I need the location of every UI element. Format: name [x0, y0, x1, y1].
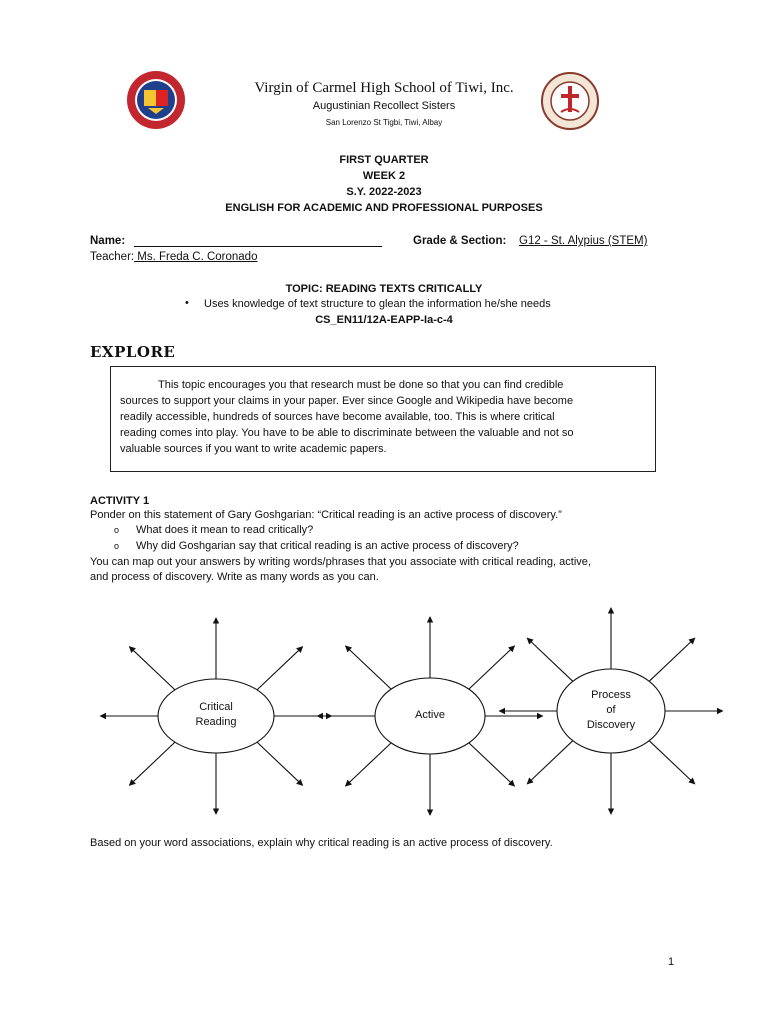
congregation-name: Augustinian Recollect Sisters: [312, 100, 456, 112]
school-name: Virgin of Carmel High School of Tiwi, Inc.: [254, 80, 514, 96]
web-arrow: [129, 742, 175, 785]
explore-line: valuable sources if you want to write academic papers.: [120, 443, 387, 455]
web-label: Discovery: [586, 718, 636, 731]
web-arrow: [345, 743, 391, 786]
competency-bullet: •: [185, 297, 189, 309]
competency-code: CS_EN11/12A-EAPP-Ia-c-4: [315, 314, 453, 326]
question-2: Why did Goshgarian say that critical reading is an active process of discovery?: [136, 540, 519, 552]
name-label: Name:: [90, 235, 126, 247]
instructions-line-2: and process of discovery. Write as many words as you can.: [90, 571, 379, 583]
week-label: WEEK 2: [362, 170, 406, 182]
web-arrow: [469, 743, 515, 786]
web-arrow: [527, 638, 573, 681]
question-1: What does it mean to read critically?: [136, 524, 314, 536]
explore-line: reading comes into play. You have to be able to discriminate between the valuable and not so: [120, 427, 574, 439]
quarter-label: FIRST QUARTER: [339, 154, 429, 166]
web-label: Critical: [199, 701, 233, 713]
web-arrow: [257, 647, 303, 690]
instructions-line-1: You can map out your answers by writing words/phrases that you associate with critical reading, active,: [90, 556, 591, 568]
explore-heading: EXPLORE: [90, 343, 176, 361]
web-label: Reading: [195, 716, 237, 728]
explore-line: readily accessible, hundreds of sources have become available, too. This is where critical: [120, 411, 555, 423]
teacher-value: Ms. Freda C. Coronado: [134, 251, 258, 263]
web-arrow: [649, 638, 695, 681]
web-arrow: [345, 646, 391, 689]
web-arrow: [527, 741, 573, 784]
competency-text: Uses knowledge of text structure to glean the information he/she needs: [204, 298, 551, 310]
school-address: San Lorenzo St Tigbi, Tiwi, Albay: [325, 118, 443, 127]
subject-title: ENGLISH FOR ACADEMIC AND PROFESSIONAL PURPOSES: [225, 202, 543, 214]
web-arrow: [257, 742, 303, 785]
explore-line: sources to support your claims in your paper. Ever since Google and Wikipedia have become: [120, 395, 574, 407]
topic-title: TOPIC: READING TEXTS CRITICALLY: [285, 283, 483, 295]
grade-section-value: G12 - St. Alypius (STEM): [519, 235, 648, 247]
question-bullet: o: [114, 525, 120, 535]
explore-line: This topic encourages you that research must be done so that you can find credible: [158, 379, 564, 391]
question-bullet: o: [114, 541, 120, 551]
page-number: 1: [668, 956, 675, 968]
follow-up-question: Based on your word associations, explain why critical reading is an active process of discovery.: [90, 837, 553, 849]
activity-prompt: Ponder on this statement of Gary Goshgarian: “Critical reading is an active process of discovery.”: [90, 509, 562, 521]
web-label: Active: [415, 708, 445, 721]
web-arrow: [649, 741, 695, 784]
web-arrow: [129, 647, 175, 690]
grade-section-label: Grade & Section:: [413, 235, 507, 247]
web-arrow: [469, 646, 515, 689]
activity-title: ACTIVITY 1: [90, 495, 150, 507]
school-year: S.Y. 2022-2023: [346, 186, 422, 198]
web-label: Process: [591, 688, 631, 701]
web-label: of: [606, 703, 616, 716]
teacher-label: Teacher:: [90, 251, 135, 263]
